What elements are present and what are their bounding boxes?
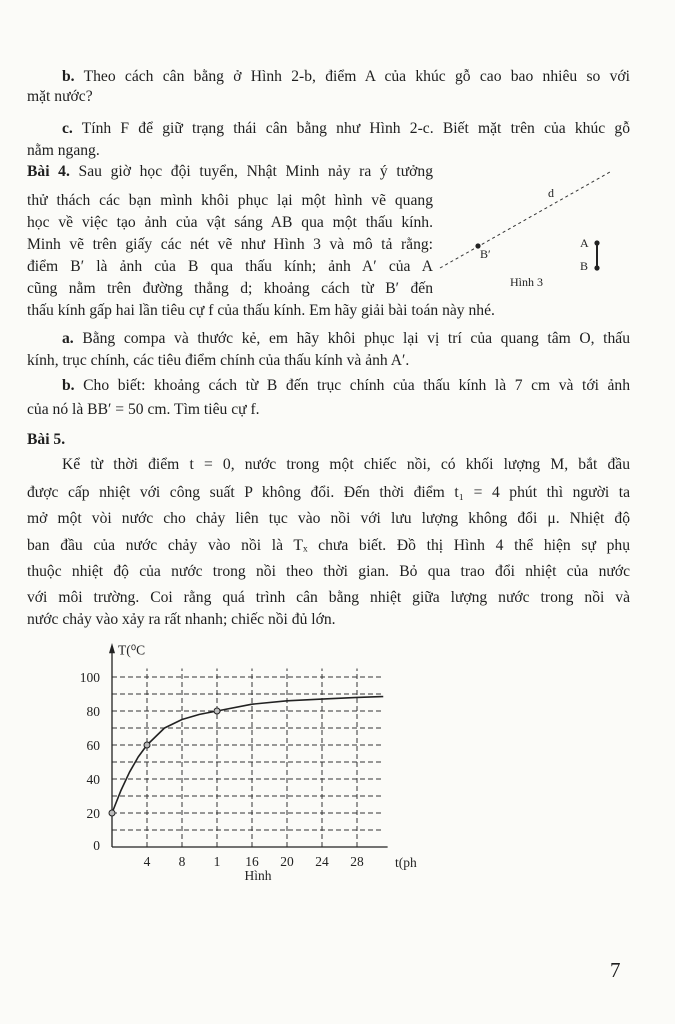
text-line: ban đầu của nước chảy vào nồi là Tₓ chưa biết. Đồ thị Hình 4 thể hiện sự phụ xyxy=(27,537,630,554)
data-point xyxy=(144,742,150,748)
text-line: Minh vẽ trên giấy các nét vẽ như Hình 3 và mô tả rằng: xyxy=(27,236,433,253)
label: c. xyxy=(62,120,73,137)
line-d xyxy=(440,172,610,268)
text: Tính F để giữ trạng thái cân bằng như Hình 2-c. Biết mặt trên của khúc gỗ xyxy=(72,120,630,137)
data-point xyxy=(214,708,220,714)
data-point xyxy=(109,810,115,816)
text-line: được cấp nhiệt với công suất P không đổi. Đến thời điểm t₁ = 4 phút thì người ta xyxy=(27,484,630,501)
page-number: 7 xyxy=(610,958,621,982)
text: Bằng compa và thước kẻ, em hãy khôi phục lại vị trí của quang tâm O, thấu xyxy=(73,330,630,347)
x-axis-label: t(ph xyxy=(395,855,417,870)
label-b: B xyxy=(580,259,589,273)
text-line: thấu kính gấp hai lần tiêu cự f của thấu kính. Em hãy giải bài toán này nhé. xyxy=(27,302,495,319)
text-line: mặt nước? xyxy=(27,88,93,105)
problem-5-title: Bài 5. xyxy=(27,431,66,448)
figure-3 xyxy=(430,160,630,295)
y-tick-label: 0 xyxy=(93,838,100,853)
text: Cho biết: khoảng cách từ B đến trục chính của thấu kính là 7 cm và tới ảnh xyxy=(74,377,630,394)
label: a. xyxy=(62,330,74,347)
x-tick-label: 24 xyxy=(315,854,329,869)
x-tick-label: 4 xyxy=(143,854,151,869)
x-tick-label: 1 xyxy=(213,854,221,869)
text-line: với môi trường. Coi rằng quá trình cân bằng nhiệt giữa lượng nước trong nồi và xyxy=(27,589,630,606)
problem-4-title: Bài 4. xyxy=(27,163,70,180)
text-line: học về việc tạo ảnh của vật sáng AB qua một thấu kính. xyxy=(27,214,433,231)
text-line: Kể từ thời điểm t = 0, nước trong một chiếc nồi, có khối lượng M, bắt đầu xyxy=(62,456,630,473)
y-axis-arrow xyxy=(109,643,115,653)
x-tick-label: 16 xyxy=(245,854,259,869)
y-tick-label: 80 xyxy=(86,704,100,719)
y-tick-label: 60 xyxy=(86,738,100,753)
label-d: d xyxy=(548,186,554,200)
text-line: thuộc nhiệt độ của nước trong nồi theo thời gian. Bỏ qua trao đổi nhiệt của nước xyxy=(27,563,630,580)
x-tick-label: 8 xyxy=(178,854,186,869)
text-line: nước chảy vào xảy ra rất nhanh; chiếc nồi đủ lớn. xyxy=(27,611,336,628)
label-a: A xyxy=(580,236,589,250)
chart-caption: Hình xyxy=(244,868,272,880)
text: Sau giờ học đội tuyển, Nhật Minh nảy ra ý tưởng xyxy=(69,163,433,180)
text-line: điểm B′ là ảnh của B qua thấu kính; ảnh A′ của A xyxy=(27,258,433,275)
text: Theo cách cân bằng ở Hình 2-b, điểm A của khúc gỗ cao bao nhiêu so với xyxy=(74,68,630,85)
label-b-prime: B′ xyxy=(480,247,491,261)
text-line: kính, trục chính, các tiêu điểm chính của thấu kính và ảnh A′. xyxy=(27,352,410,369)
text-line: thử thách các bạn mình khôi phục lại một hình vẽ quang xyxy=(27,192,433,209)
point-a xyxy=(594,240,599,245)
x-tick-label: 20 xyxy=(280,854,294,869)
label: b. xyxy=(62,68,75,85)
label: b. xyxy=(62,377,75,394)
point-b xyxy=(594,265,599,270)
x-tick-label: 28 xyxy=(350,854,364,869)
y-axis-label: T(⁰C xyxy=(118,642,146,658)
y-tick-label: 100 xyxy=(80,670,100,685)
text-line: mở một vòi nước cho chảy liên tục vào nồi với lưu lượng không đổi μ. Nhiệt độ xyxy=(27,510,630,527)
text-line: cũng nằm trên đường thẳng d; khoảng cách từ B′ đến xyxy=(27,280,433,297)
text-line: của nó là BB′ = 50 cm. Tìm tiêu cự f. xyxy=(27,401,260,418)
text-line: nằm ngang. xyxy=(27,142,100,159)
figure-4-chart xyxy=(80,640,420,880)
y-tick-label: 20 xyxy=(86,806,100,821)
y-tick-label: 40 xyxy=(86,772,100,787)
figure-3-caption: Hình 3 xyxy=(510,275,543,289)
